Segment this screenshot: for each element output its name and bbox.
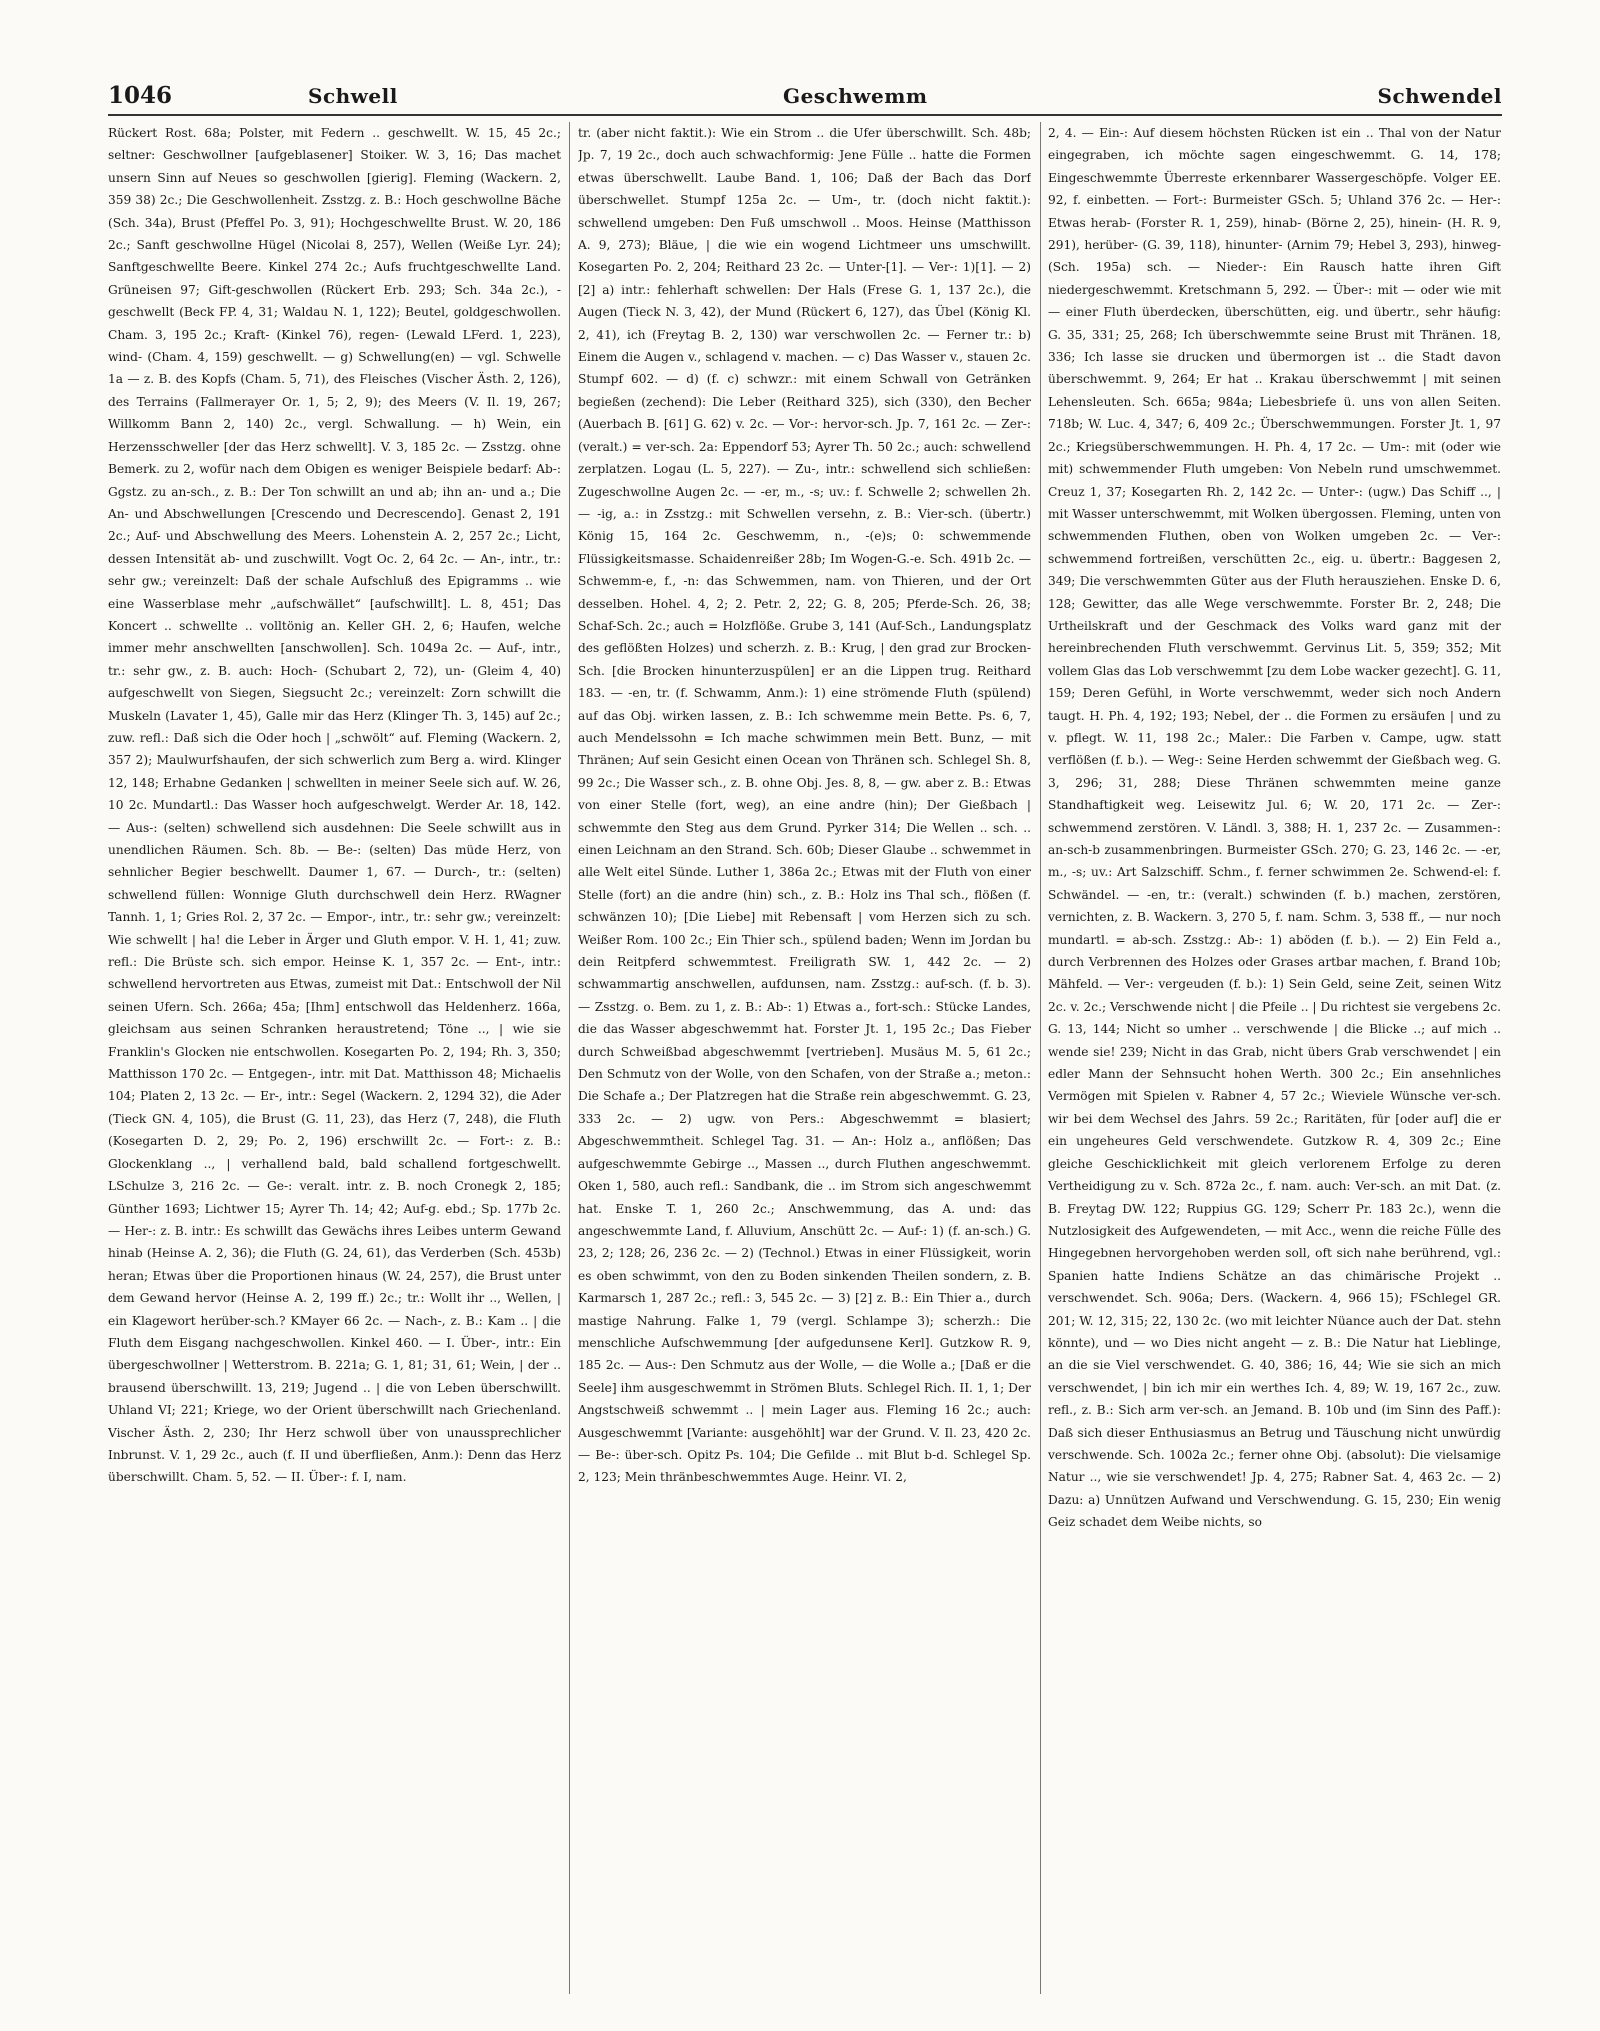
text-columns (108, 122, 1502, 1994)
page-header (108, 82, 1502, 114)
column-middle (578, 122, 1031, 1994)
running-headword-center: Geschwemm (783, 84, 928, 108)
header-rule (108, 114, 1502, 116)
column-middle-text: tr. (aber nicht faktit.): Wie ein Strom .. die Ufer überschwillt. Sch. 48b; Jp. 7, 19 2c., doch auch schwachformig: Jene Fülle .. hatte die Formen etwas überschwellt. Laube Band. 1, 106; Daß der Bach das Dorf überschwellet. Stumpf 125a 2c. — Um-, tr. (doch nicht faktit.): schwellend umgeben: Den Fuß umschwoll .. Moos. Heinse (Matthisson A. 9, 273); Bläue, | die wie ein wogend Lichtmeer uns umschwillt. Kosegarten Po. 2, 204; Reithard 23 2c. — Unter-[1]. — Ver-: 1)[1]. — 2)[2] a) intr.: fehlerhaft schwellen: Der Hals (Frese G. 1, 137 2c.), die Augen (Tieck N. 3, 42), der Mund (Rückert 6, 127), das Übel (König Kl. 2, 41), ich (Freytag B. 2, 130) war verschwollen 2c. — Ferner tr.: b) Einem die Augen v., schlagend v. machen. — c) Das Wasser v., stauen 2c. Stumpf 602. — d) (f. c) schwzr.: mit einem Schwall von Getränken begießen (zechend): Die Leber (Reithard 325), sich (330), den Becher (Auerbach B. [61] G. 62) v. 2c. — Vor-: hervor-sch. Jp. 7, 161 2c. — Zer-: (veralt.) = ver-sch. 2a: Eppendorf 53; Ayrer Th. 50 2c.; auch: schwellend zerplatzen. Logau (L. 5, 227). — Zu-, intr.: schwellend sich schließen: Zugeschwollne Augen 2c. — -er, m., -s; uv.: f. Schwelle 2; schwellen 2h. — -ig, a.: in Zsstzg.: mit Schwellen versehn, z. B.: Vier-sch. (übertr.) König 15, 164 2c. Geschwemm, n., -(e)s; 0: schwemmende Flüssigkeitsmasse. Schaidenreißer 28b; Im Wogen-G.-e. Sch. 491b 2c. — Schwemm-e, f., -n: das Schwemmen, nam. von Thieren, und der Ort desselben. Hohel. 4, 2; 2. Petr. 2, 22; G. 8, 205; Pferde-Sch. 26, 38; Schaf-Sch. 2c.; auch = Holzflöße. Grube 3, 141 (Auf-Sch., Landungsplatz des geflößten Holzes) und scherzh. z. B.: Krug, | den grad zur Brocken-Sch. [die Brocken hinunterzuspülen] er an die Lippen trug. Reithard 183. — -en, tr. (f. Schwamm, Anm.): 1) eine strömende Fluth (spülend) auf das Obj. wirken lassen, z. B.: Ich schwemme mein Bette. Ps. 6, 7, auch Mendelssohn = Ich mache schwimmen mein Bett. Bunz, — mit Thränen; Auf sein Gesicht einen Ocean von Thränen sch. Schlegel Sh. 8, 99 2c.; Die Wasser sch., z. B. ohne Obj. Jes. 8, 8, — gw. aber z. B.: Etwas von einer Stelle (fort, weg), an eine andre (hin); Der Gießbach | schwemmte den Steg aus dem Grund. Pyrker 314; Die Wellen .. sch. .. einen Leichnam an den Strand. Sch. 60b; Dieser Glaube .. schwemmet in alle Welt eitel Sünde. Luther 1, 386a 2c.; Etwas mit der Fluth von einer Stelle (fort) an die andre (hin) sch., z. B.: Holz ins Thal sch., flößen (f. schwänzen 10); [Die Liebe] mit Rebensaft | vom Herzen sich zu sch. Weißer Rom. 100 2c.; Ein Thier sch., spülend baden; Wenn im Jordan bu dein Reitpferd schwemmtest. Freiligrath SW. 1, 442 2c. — 2) schwammartig anschwellen, aufdunsen, nam. Zsstzg.: auf-sch. (f. b. 3). — Zsstzg. o. Bem. zu 1, z. B.: Ab-: 1) Etwas a., fort-sch.: Stücke Landes, die das Wasser abgeschwemmt hat. Forster Jt. 1, 195 2c.; Das Fieber durch Schweißbad abgeschwemmt [vertrieben]. Musäus M. 5, 61 2c.; Den Schmutz von der Wolle, von den Schafen, von der Straße a.; meton.: Die Schafe a.; Der Platzregen hat die Straße rein abgeschwemmt. G. 23, 333 2c. — 2) ugw. von Pers.: Abgeschwemmt = blasiert; Abgeschwemmtheit. Schlegel Tag. 31. — An-: Holz a., anflößen; Das aufgeschwemmte Gebirge .., Massen .., durch Fluthen angeschwemmt. Oken 1, 580, auch refl.: Sandbank, die .. im Strom sich angeschwemmt hat. Enske T. 1, 260 2c.; Anschwemmung, das A. und: das angeschwemmte Land, f. Alluvium, Anschütt 2c. — Auf-: 1) (f. an-sch.) G. 23, 2; 128; 26, 236 2c. — 2) (Technol.) Etwas in einer Flüssigkeit, worin es oben schwimmt, von den zu Boden sinkenden Theilen sondern, z. B. Karmarsch 1, 287 2c.; refl.: 3, 545 2c. — 3) [2] z. B.: Ein Thier a., durch mastige Nahrung. Falke 1, 79 (vergl. Schlampe 3); scherzh.: Die menschliche Aufschwemmung [der aufgedunsene Kerl]. Gutzkow R. 9, 185 2c. — Aus-: Den Schmutz aus der Wolle, — die Wolle a.; [Daß er die Seele] ihm ausgeschwemmt in Strömen Bluts. Schlegel Rich. II. 1, 1; Der Angstschweiß schwemmt .. | mein Lager aus. Fleming 16 2c.; auch: Ausgeschwemmt [Variante: ausgehöhlt] war der Grund. V. Il. 23, 420 2c. — Be-: über-sch. Opitz Ps. 104; Die Gefilde .. mit Blut b-d. Schlegel Sp. 2, 123; Mein thränbeschwemmtes Auge. Heinr. VI. 2, (578, 126, 1031, 1485)
column-left (108, 122, 561, 1994)
column-left-text: Rückert Rost. 68a; Polster, mit Federn .. geschwellt. W. 15, 45 2c.; seltner: Geschwollner [aufgeblasener] Stoiker. W. 3, 16; Das machet unsern Sinn auf Neues so geschwollen [gierig]. Fleming (Wackern. 2, 359 38) 2c.; Die Geschwollenheit. Zsstzg. z. B.: Hoch geschwollne Bäche (Sch. 34a), Brust (Pfeffel Po. 3, 91); Hochgeschwellte Brust. W. 20, 186 2c.; Sanft geschwollne Hügel (Nicolai 8, 257), Wellen (Weiße Lyr. 24); Sanftgeschwellte Beere. Kinkel 274 2c.; Aufs fruchtgeschwellte Land. Grüneisen 97; Gift-geschwollen (Rückert Erb. 293; Sch. 34a 2c.), -geschwellt (Beck FP. 4, 31; Waldau N. 1, 122); Beutel, goldgeschwollen. Cham. 3, 195 2c.; Kraft- (Kinkel 76), regen- (Lewald LFerd. 1, 223), wind- (Cham. 4, 159) geschwellt. — g) Schwellung(en) — vgl. Schwelle 1a — z. B. des Kopfs (Cham. 5, 71), des Fleisches (Vischer Ästh. 2, 126), des Terrains (Fallmerayer Or. 1, 5; 2, 9); des Meers (V. Il. 19, 267; Willkomm Bann 2, 140) 2c., vergl. Schwallung. — h) Wein, ein Herzensschweller [der das Herz schwellt]. V. 3, 185 2c. — Zsstzg. ohne Bemerk. zu 2, wofür nach dem Obigen es weniger Beispiele bedarf: Ab-: Ggstz. zu an-sch., z. B.: Der Ton schwillt an und ab; ihn an- und a.; Die An- und Abschwellungen [Crescendo und Decrescendo]. Genast 2, 191 2c.; Auf- und Abschwellung des Meers. Lohenstein A. 2, 257 2c.; Licht, dessen Intensität ab- und zuschwillt. Vogt Oc. 2, 64 2c. — An-, intr., tr.: sehr gw.; vereinzelt: Daß der schale Aufschluß des Epigramms .. wie eine Wasserblase mehr „aufschwället“ [aufschwillt]. L. 8, 451; Das Koncert .. schwellte .. volltönig an. Keller GH. 2, 6; Haufen, welche immer mehr anschwellten [anschwollen]. Sch. 1049a 2c. — Auf-, intr., tr.: sehr gw., z. B. auch: Hoch- (Schubart 2, 72), un- (Gleim 4, 40) aufgeschwellt von Siegen, Siegsucht 2c.; vereinzelt: Zorn schwillt die Muskeln (Lavater 1, 45), Galle mir das Herz (Klinger Th. 3, 145) auf 2c.; zuw. refl.: Daß sich die Oder hoch | „schwölt“ auf. Fleming (Wackern. 2, 357 2); Maulwurfshaufen, der sich schwerlich zum Berg a. wird. Klinger 12, 148; Erhabne Gedanken | schwellten in meiner Seele sich auf. W. 26, 10 2c. Mundartl.: Das Wasser hoch aufgeschwelgt. Werder Ar. 18, 142. — Aus-: (selten) schwellend sich ausdehnen: Die Seele schwillt aus in unendlichen Räumen. Sch. 8b. — Be-: (selten) Das müde Herz, von sehnlicher Begier beschwellt. Daumer 1, 67. — Durch-, tr.: (selten) schwellend füllen: Wonnige Gluth durchschwell dein Herz. RWagner Tannh. 1, 1; Gries Rol. 2, 37 2c. — Empor-, intr., tr.: sehr gw.; vereinzelt: Wie schwellt | ha! die Leber in Ärger und Gluth empor. V. H. 1, 41; zuw. refl.: Die Brüste sch. sich empor. Heinse K. 1, 357 2c. — Ent-, intr.: schwellend hervortreten aus Etwas, zumeist mit Dat.: Entschwoll der Nil seinen Ufern. Sch. 266a; 45a; [Ihm] entschwoll das Heldenherz. 166a, gleichsam aus seinen Schranken heraustretend; Töne .., | wie sie Franklin's Glocken nie entschwollen. Kosegarten Po. 2, 194; Rh. 3, 350; Matthisson 170 2c. — Entgegen-, intr. mit Dat. Matthisson 48; Michaelis 104; Platen 2, 13 2c. — Er-, intr.: Segel (Wackern. 2, 1294 32), die Ader (Tieck GN. 4, 105), die Brust (G. 11, 23), das Herz (7, 248), die Fluth (Kosegarten D. 2, 29; Po. 2, 196) erschwillt 2c. — Fort-: z. B.: Glockenklang .., | verhallend bald, bald schallend fortgeschwellt. LSchulze 3, 216 2c. — Ge-: veralt. intr. z. B. noch Cronegk 2, 185; Günther 1693; Lichtwer 15; Ayrer Th. 14; 42; Auf-g. ebd.; Sp. 177b 2c. — Her-: z. B. intr.: Es schwillt das Gewächs ihres Leibes unterm Gewand hinab (Heinse A. 2, 36); die Fluth (G. 24, 61), das Verderben (Sch. 453b) heran; Etwas über die Proportionen hinaus (W. 24, 257), die Brust unter dem Gewand hervor (Heinse A. 2, 199 ff.) 2c.; tr.: Wollt ihr .., Wellen, | ein Klagewort herüber-sch.? KMayer 66 2c. — Nach-, z. B.: Kam .. | die Fluth dem Eisgang nachgeschwollen. Kinkel 460. — I. Über-, intr.: Ein übergeschwollner | Wetterstrom. B. 221a; G. 1, 81; 31, 61; Wein, | der .. brausend überschwillt. 13, 219; Jugend .. | die von Leben überschwillt. Uhland VI; 221; Kriege, wo der Orient überschwillt nach Griechenland. Vischer Ästh. 2, 230; Ihr Herz schwoll über von unaussprechlicher Inbrunst. V. 1, 29 2c., auch (f. II und überfließen, Anm.): Denn das Herz überschwillt. Cham. 5, 52. — II. Über-: f. I, nam. (108, 126, 561, 1485)
running-headword-right: Schwendel (1377, 84, 1502, 108)
column-right (1048, 122, 1501, 1994)
running-headword-left: Schwell (308, 84, 398, 108)
page-number: 1046 (108, 82, 173, 109)
column-right-text: 2, 4. — Ein-: Auf diesem höchsten Rücken ist ein .. Thal von der Natur eingegraben, ich möchte sagen eingeschwemmt. G. 14, 178; Eingeschwemmte Überreste erkennbarer Wassergeschöpfe. Volger EE. 92, f. einbetten. — Fort-: Burmeister GSch. 5; Uhland 376 2c. — Her-: Etwas herab- (Forster R. 1, 259), hinab- (Börne 2, 25), hinein- (H. R. 9, 291), herüber- (G. 39, 118), hinunter- (Arnim 79; Hebel 3, 293), hinweg- (Sch. 195a) sch. — Nieder-: Ein Rausch hatte ihren Gift niedergeschwemmt. Kretschmann 5, 292. — Über-: mit — oder wie mit — einer Fluth überdecken, überschütten, eig. und übertr., sehr häufig: G. 35, 331; 25, 268; Ich überschwemmte seine Brust mit Thränen. 18, 336; Ich lasse sie drucken und übermorgen ist .. die Stadt davon überschwemmt. 9, 264; Er hat .. Krakau überschwemmt | mit seinen Lehensleuten. Sch. 665a; 984a; Liebesbriefe ü. uns von allen Seiten. 718b; W. Luc. 4, 347; 6, 409 2c.; Überschwemmungen. Forster Jt. 1, 97 2c.; Kriegsüberschwemmungen. H. Ph. 4, 17 2c. — Um-: mit (oder wie mit) schwemmender Fluth umgeben: Von Nebeln rund umschwemmet. Creuz 1, 37; Kosegarten Rh. 2, 142 2c. — Unter-: (ugw.) Das Schiff .., | mit Wasser unterschwemmt, mit Wolken übergossen. Fleming, unten von schwemmenden Fluthen, oben von Wolken umgeben 2c. — Ver-: schwemmend fortreißen, verschütten 2c., eig. u. übertr.: Baggesen 2, 349; Die verschwemmten Güter aus der Fluth herausziehen. Enske D. 6, 128; Gewitter, das alle Wege verschwemmte. Forster Br. 2, 248; Die Urtheilskraft und der Geschmack des Volks ward ganz mit der hereinbrechenden Fluth verschwemmt. Gervinus Lit. 5, 359; 352; Mit vollem Glas das Lob verschwemmt [zu dem Lobe wacker gezecht]. G. 11, 159; Deren Gefühl, in Worte verschwemmt, weder sich noch Andern taugt. H. Ph. 4, 192; 193; Nebel, der .. die Formen zu ersäufen | und zu v. pflegt. W. 11, 198 2c.; Maler.: Die Farben v. Campe, ugw. statt verflößen (f. b.). — Weg-: Seine Herden schwemmt der Gießbach weg. G. 3, 296; 31, 288; Diese Thränen schwemmten meine ganze Standhaftigkeit weg. Leisewitz Jul. 6; W. 20, 171 2c. — Zer-: schwemmend zerstören. V. Ländl. 3, 388; H. 1, 237 2c. — Zusammen-: an-sch-b zusammenbringen. Burmeister GSch. 270; G. 23, 146 2c. — -er, m., -s; uv.: Art Salzschiff. Schm., f. ferner schwimmen 2e. Schwend-el: f. Schwändel. — -en, tr.: (veralt.) schwinden (f. b.) machen, zerstören, vernichten, z. B. Wackern. 3, 270 5, f. nam. Schm. 3, 538 ff., — nur noch mundartl. = ab-sch. Zsstzg.: Ab-: 1) aböden (f. b.). — 2) Ein Feld a., durch Verbrennen des Holzes oder Grases artbar machen, f. Brand 10b; Mähfeld. — Ver-: vergeuden (f. b.): 1) Sein Geld, seine Zeit, seinen Witz 2c. v. 2c.; Verschwende nicht | die Pfeile .. | Du richtest sie vergebens 2c. G. 13, 144; Nicht so umher .. verschwende | die Blicke ..; auf mich .. wende sie! 239; Nicht in das Grab, nicht übers Grab verschwendet | ein edler Mann der Sehnsucht hohen Werth. 300 2c.; Ein ansehnliches Vermögen mit Spielen v. Rabner 4, 57 2c.; Wieviele Wünsche ver-sch. wir bei dem Wechsel des Jahrs. 59 2c.; Raritäten, für [oder auf] die er ein ungeheures Geld verschwendete. Gutzkow R. 4, 309 2c.; Eine gleiche Geschicklichkeit mit gleich verlorenem Erfolge zu deren Vertheidigung zu v. Sch. 872a 2c., f. nam. auch: Ver-sch. an mit Dat. (z. B. Freytag DW. 122; Ruppius GG. 129; Scherr Pr. 183 2c.), wenn die Nutzlosigkeit des Aufgewendeten, — mit Acc., wenn die reiche Fülle des Hingegebnen hervorgehoben werden soll, oft sich nahe berührend, vgl.: Spanien hatte Indiens Schätze an das chimärische Projekt .. verschwendet. Sch. 906a; Ders. (Wackern. 4, 966 15); FSchlegel GR. 201; W. 12, 315; 22, 130 2c. (wo mit leichter Nüance auch der Dat. stehn könnte), und — wo Dies nicht angeht — z. B.: Die Natur hat Lieblinge, an die sie Viel verschwendet. G. 40, 386; 16, 44; Wie sie sich an mich verschwendet, | bin ich mir ein werthes Ich. 4, 89; W. 19, 167 2c., zuw. refl., z. B.: Sich arm ver-sch. an Jemand. B. 10b und (im Sinn des Paff.): Daß sich dieser Enthusiasmus an Betrug und Täuschung nicht unwürdig verschwende. Sch. 1002a 2c.; ferner ohne Obj. (absolut): Die vielsamige Natur .., wie sie verschwendet! Jp. 4, 275; Rabner Sat. 4, 463 2c. — 2) Dazu: a) Unnützen Aufwand und Verschwendung. G. 15, 230; Ein wenig Geiz schadet dem Weibe nichts, so (1048, 126, 1501, 1530)
